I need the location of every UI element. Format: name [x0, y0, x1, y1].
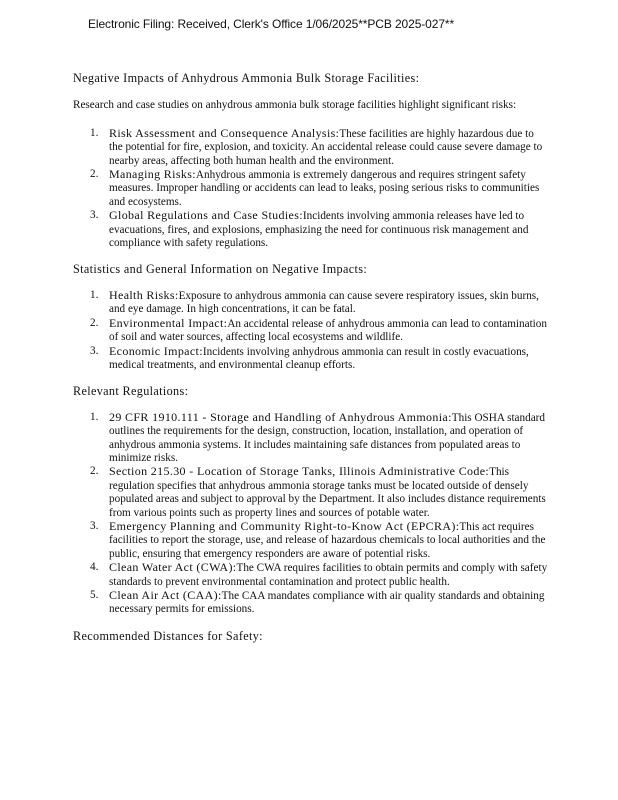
list-item: [73, 289, 548, 317]
item-lead: Health Risks:: [109, 287, 179, 302]
regulations-heading: Relevant Regulations:: [73, 384, 189, 399]
item-lead: 29 CFR 1910.111 - Storage and Handling of Anhydrous Ammonia:: [109, 409, 452, 424]
filing-stamp-header: Electronic Filing: Received, Clerk's Office 1/06/2025**PCB 2025-027**: [88, 17, 455, 31]
list-number: 1.: [90, 288, 99, 301]
list-item: [73, 589, 548, 617]
list-number: 1.: [90, 126, 99, 139]
list-item: [73, 209, 548, 250]
list-item: [73, 317, 548, 345]
list-number: 3.: [90, 344, 99, 357]
list-number: 3.: [90, 209, 99, 222]
list-number: 2.: [90, 316, 99, 329]
item-lead: Global Regulations and Case Studies:: [109, 208, 303, 223]
item-text: An accidental release of anhydrous ammonia can lead to contamination of soil and water sources, affecting local ecosystems and wildlife.: [109, 317, 547, 344]
list-item: [73, 345, 548, 373]
item-text: Exposure to anhydrous ammonia can cause severe respiratory issues, skin burns, and eye damage. In high concentrations, it can be fatal.: [109, 289, 539, 316]
list-number: 1.: [90, 410, 99, 423]
item-text: This regulation specifies that anhydrous ammonia storage tanks must be located outside of densely populated areas and subject to approval by the Department. It also includes distance requirements from various points such as property lines and sources of potable water.: [109, 466, 546, 519]
list-item: [73, 127, 548, 168]
list-number: 4.: [90, 561, 99, 574]
item-lead: Clean Air Act (CAA):: [109, 588, 222, 602]
list-item: [73, 411, 548, 466]
list-item: [73, 561, 548, 589]
list-number: 5.: [90, 589, 99, 601]
item-text: The CWA requires facilities to obtain permits and comply with safety standards to prevent environmental contamination and protect public health.: [109, 562, 548, 588]
item-text: Incidents involving anhydrous ammonia can result in costly evacuations, medical treatments, and environmental cleanup efforts.: [109, 345, 529, 371]
list-item: [73, 520, 548, 561]
item-lead: Section 215.30 - Location of Storage Tanks, Illinois Administrative Code:: [109, 464, 490, 479]
item-text: This act requires facilities to report the storage, use, and release of hazardous chemicals to local authorities and the public, ensuring that emergency responders are aware of potential risks.: [109, 520, 546, 560]
stats-list: [73, 289, 548, 372]
item-text: This OSHA standard outlines the requirements for the design, construction, location, installation, and operation of anhydrous ammonia systems. It includes maintaining safe distances from populated areas to minimize risks.: [109, 411, 545, 464]
item-lead: Economic Impact:: [109, 343, 203, 358]
item-text: These facilities are highly hazardous due to the potential for fire, explosion, and toxicity. An accidental release could cause severe damage to nearby areas, affecting both human health and the environment.: [109, 127, 543, 167]
item-text: Incidents involving ammonia releases have led to evacuations, fires, and explosions, emphasizing the need for continuous risk management and compliance with safety regulations.: [109, 210, 529, 250]
risks-list: [73, 127, 548, 251]
document-body: [73, 72, 548, 643]
item-lead: Environmental Impact:: [109, 315, 228, 330]
item-lead: Clean Water Act (CWA):: [109, 560, 237, 575]
list-number: 2.: [90, 465, 99, 478]
list-item: [73, 465, 548, 520]
item-text: Anhydrous ammonia is extremely dangerous and requires stringent safety measures. Improper handling or accidents can lead to leaks, posing serious risks to communities and ecosystems.: [109, 169, 540, 208]
item-text: The CAA mandates compliance with air quality standards and obtaining necessary permits for emissions.: [109, 590, 545, 616]
regulations-list: [73, 411, 548, 617]
list-number: 2.: [90, 168, 99, 181]
list-item: [73, 168, 548, 209]
item-lead: Emergency Planning and Community Right-to-Know Act (EPCRA):: [109, 518, 460, 533]
document-title: Negative Impacts of Anhydrous Ammonia Bulk Storage Facilities:: [73, 71, 420, 85]
list-number: 3.: [90, 519, 99, 532]
intro-paragraph: Research and case studies on anhydrous ammonia bulk storage facilities highlight significant risks:: [73, 99, 517, 112]
item-lead: Risk Assessment and Consequence Analysis:: [109, 125, 340, 140]
item-lead: Managing Risks:: [109, 167, 196, 182]
stats-heading: Statistics and General Information on Negative Impacts:: [73, 262, 368, 277]
distances-heading: Recommended Distances for Safety:: [73, 628, 263, 643]
